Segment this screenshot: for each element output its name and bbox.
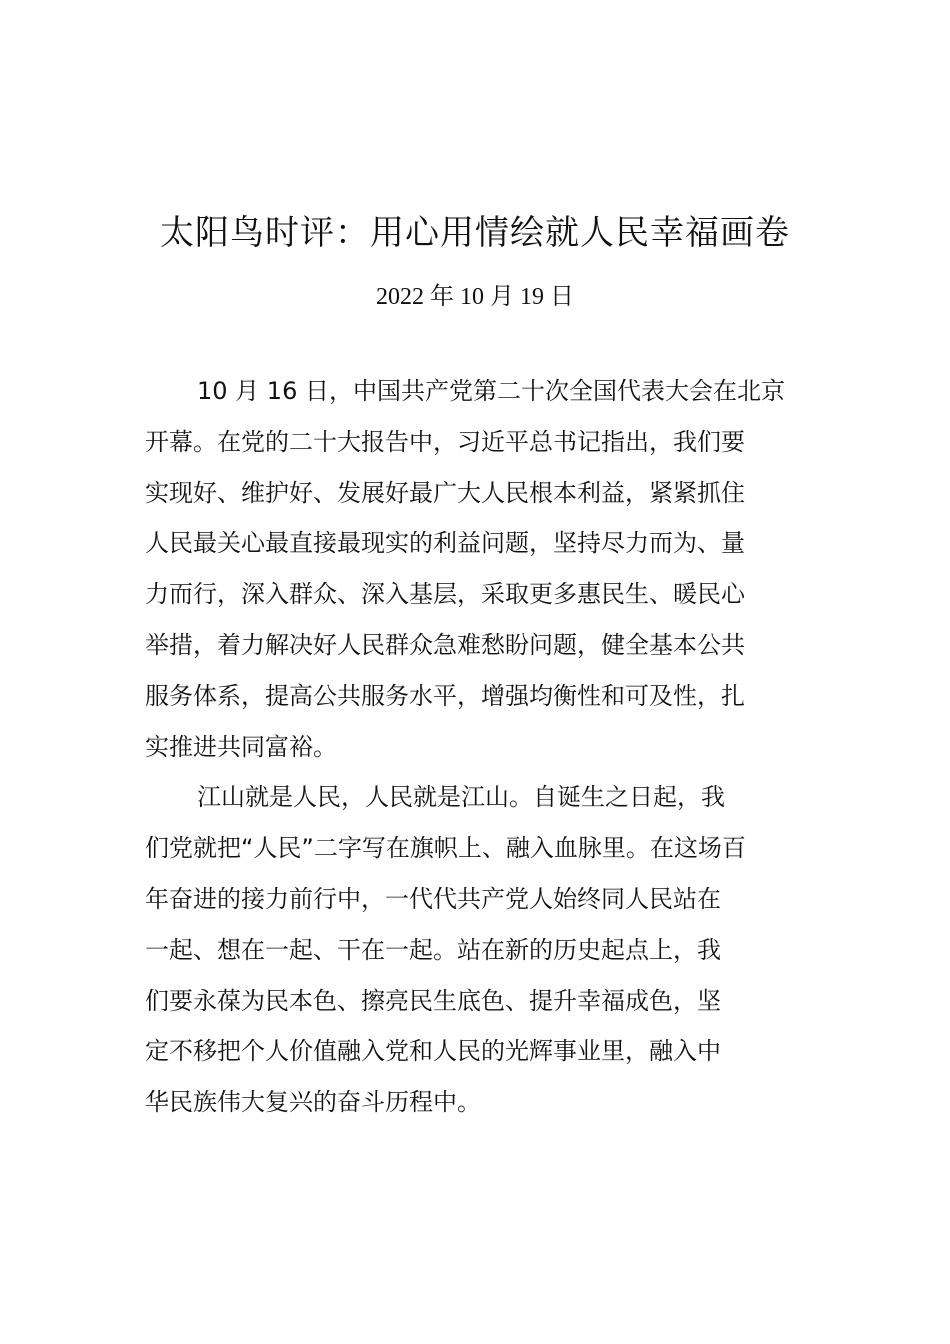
text-line: 服务体系，提高公共服务水平，增强均衡性和可及性，扎 — [145, 681, 745, 710]
text-line: 年奋进的接力前行中，一代代共产党人始终同人民站在 — [145, 884, 721, 913]
text-line: 10 月 16 日，中国共产党第二十次全国代表大会在北京 — [197, 377, 785, 405]
text-line: 人民最关心最直接最现实的利益问题，坚持尽力而为、量 — [145, 529, 745, 558]
document-body — [145, 366, 805, 1128]
paragraph-1 — [145, 366, 805, 772]
document-title: 太阳鸟时评：用心用情绘就人民幸福画卷 — [160, 213, 790, 253]
text-line: 定不移把个人价值融入党和人民的光辉事业里，融入中 — [145, 1037, 721, 1066]
text-line: 开幕。在党的二十大报告中，习近平总书记指出，我们要 — [145, 427, 745, 456]
text-line: 一起、想在一起、干在一起。站在新的历史起点上，我 — [145, 935, 721, 964]
text-line: 实推进共同富裕。 — [145, 732, 337, 761]
text-line: 们党就把“人民”二字写在旗帜上、融入血脉里。在这场百 — [145, 834, 746, 863]
text-line: 们要永葆为民本色、擦亮民生底色、提升幸福成色，坚 — [145, 986, 721, 1015]
document-date: 2022 年 10 月 19 日 — [376, 284, 574, 310]
paragraph-2 — [145, 772, 805, 1128]
text-line: 华民族伟大复兴的奋斗历程中。 — [145, 1088, 481, 1117]
text-line: 力而行，深入群众、深入基层，采取更多惠民生、暖民心 — [145, 580, 745, 609]
text-line: 举措，着力解决好人民群众急难愁盼问题，健全基本公共 — [145, 630, 745, 659]
text-line: 实现好、维护好、发展好最广大人民根本利益，紧紧抓住 — [145, 478, 745, 507]
text-line: 江山就是人民，人民就是江山。自诞生之日起，我 — [197, 783, 725, 812]
